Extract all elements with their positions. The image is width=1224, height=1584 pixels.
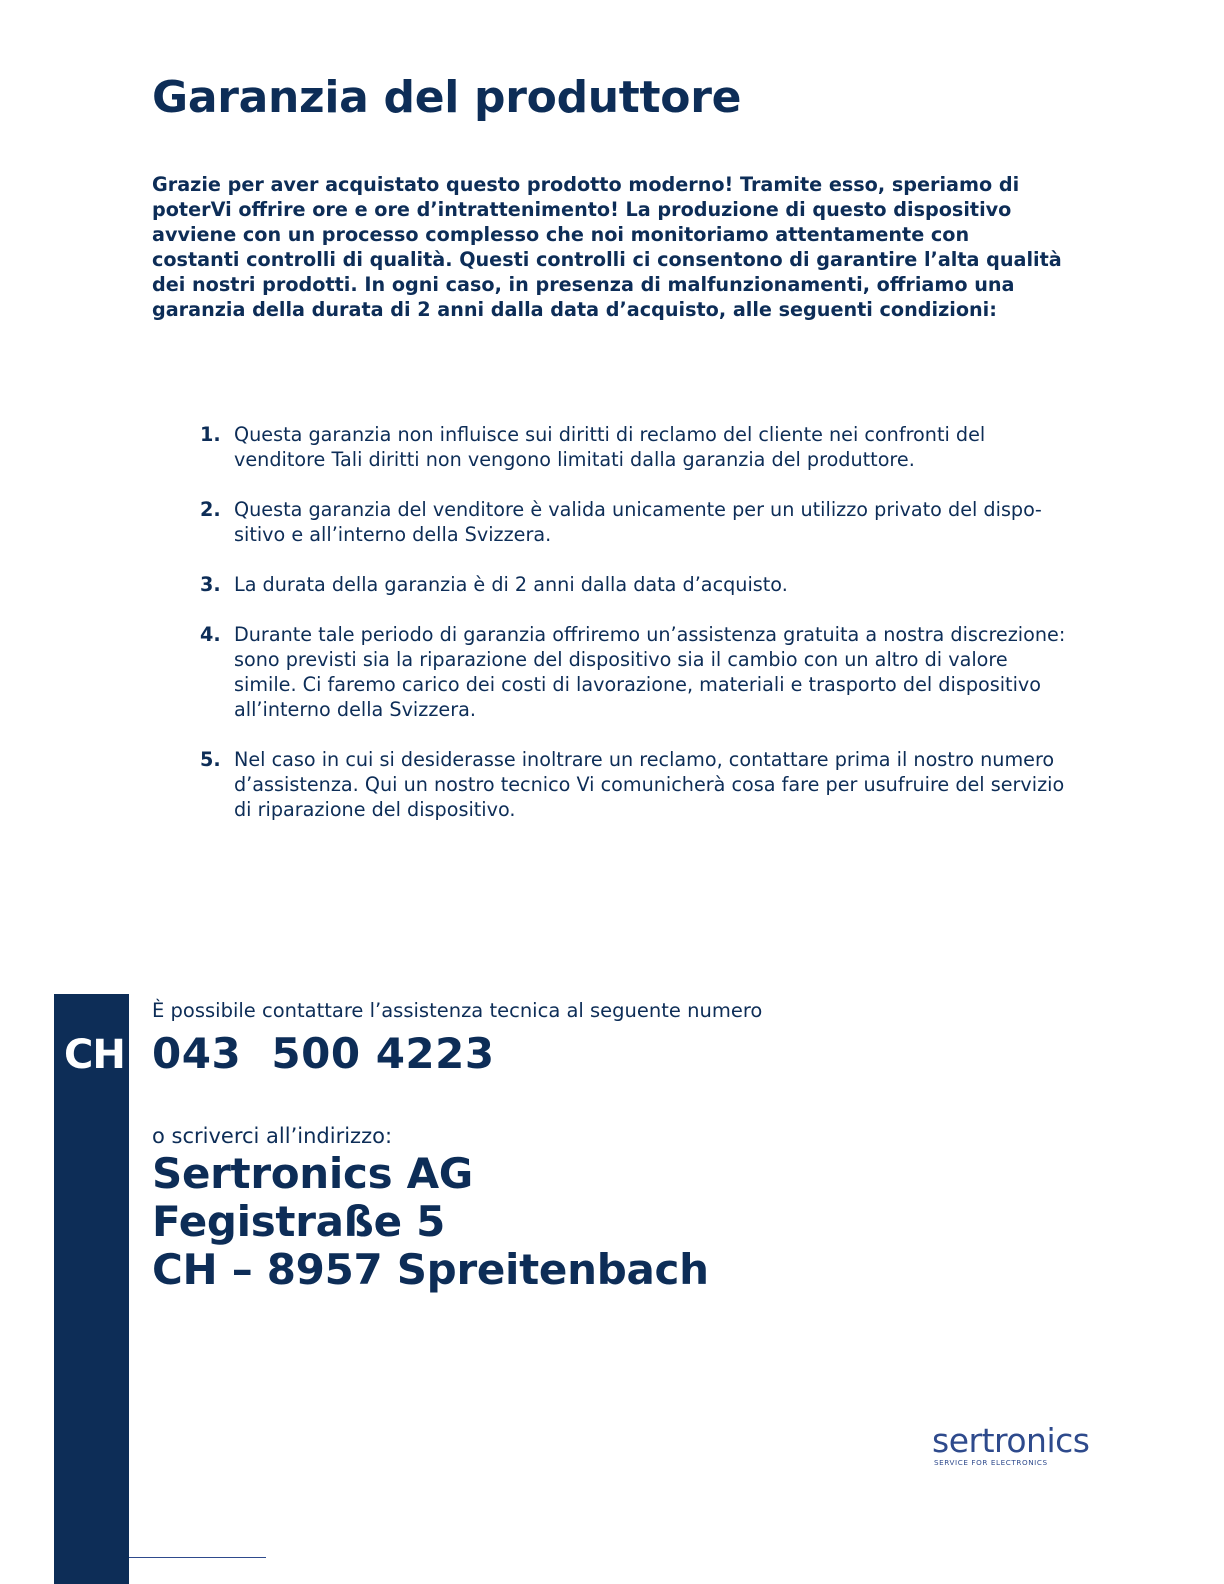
condition-number: 5. — [200, 748, 221, 771]
condition-item — [200, 622, 1070, 722]
condition-number: 1. — [200, 423, 221, 446]
condition-item — [200, 422, 1070, 472]
condition-number: 2. — [200, 498, 221, 521]
postal-address — [152, 1150, 709, 1294]
country-code-label: CH — [64, 1032, 125, 1078]
condition-text: Nel caso in cui si desiderasse inoltrare un reclamo, contattare prima il nostro numero d’assistenza. Qui un nostro tecnico Vi comunicherà cosa fare per usufruire del servizio di riparazione del dispositivo. — [234, 748, 1065, 821]
address-street: Fegistraße 5 — [152, 1197, 446, 1246]
logo-wordmark: sertronics — [932, 1421, 1090, 1460]
condition-number: 4. — [200, 623, 221, 646]
country-sidebar-bar — [54, 994, 129, 1584]
conditions-list — [200, 422, 1070, 847]
condition-text: Questa garanzia non influisce sui diritti di reclamo del cliente nei confronti del venditore Tali diritti non vengono limitati dalla garanzia del produttore. — [234, 423, 986, 471]
sertronics-logo — [932, 1421, 1092, 1467]
condition-item — [200, 572, 1070, 597]
footer-divider — [129, 1557, 266, 1558]
intro-paragraph: Grazie per aver acquistato questo prodotto moderno! Tramite esso, speriamo di poterVi offrire ore e ore d’intrattenimento! La produzione di questo dispositivo avviene con un processo complesso che noi monitoriamo attentamente con costanti controlli di qualità. Questi controlli ci consentono di garantire l’alta qualità dei nostri prodotti. In ogni caso, in presenza di malfunzionamenti, offriamo una garanzia della durata di 2 anni dalla data d’acquisto, alle seguenti condizioni: — [152, 173, 1062, 321]
condition-text: Durante tale periodo di garanzia offriremo un’assistenza gratuita a nostra discrezione: sono previsti sia la riparazione del dispositivo sia il cambio con un altro di valore simile. Ci faremo carico dei costi di lavorazione, materiali e trasporto del dispositivo all’interno della Svizzera. — [234, 623, 1066, 721]
logo-tagline: SERVICE FOR ELECTRONICS — [934, 1458, 1048, 1467]
condition-number: 3. — [200, 573, 221, 596]
support-phone-number: 043 500 4223 — [152, 1029, 495, 1078]
address-city: CH – 8957 Spreitenbach — [152, 1245, 709, 1294]
support-label: È possibile contattare l’assistenza tecnica al seguente numero — [152, 999, 763, 1022]
address-company: Sertronics AG — [152, 1149, 473, 1198]
address-label: o scriverci all’indirizzo: — [152, 1124, 393, 1148]
condition-item — [200, 497, 1070, 547]
page-title: Garanzia del produttore — [152, 72, 742, 123]
condition-item — [200, 747, 1070, 822]
condition-text: La durata della garanzia è di 2 anni dalla data d’acquisto. — [234, 573, 788, 596]
condition-text: Questa garanzia del venditore è valida unicamente per un utilizzo privato del dispositivo e all’interno della Svizzera. — [234, 498, 1042, 546]
